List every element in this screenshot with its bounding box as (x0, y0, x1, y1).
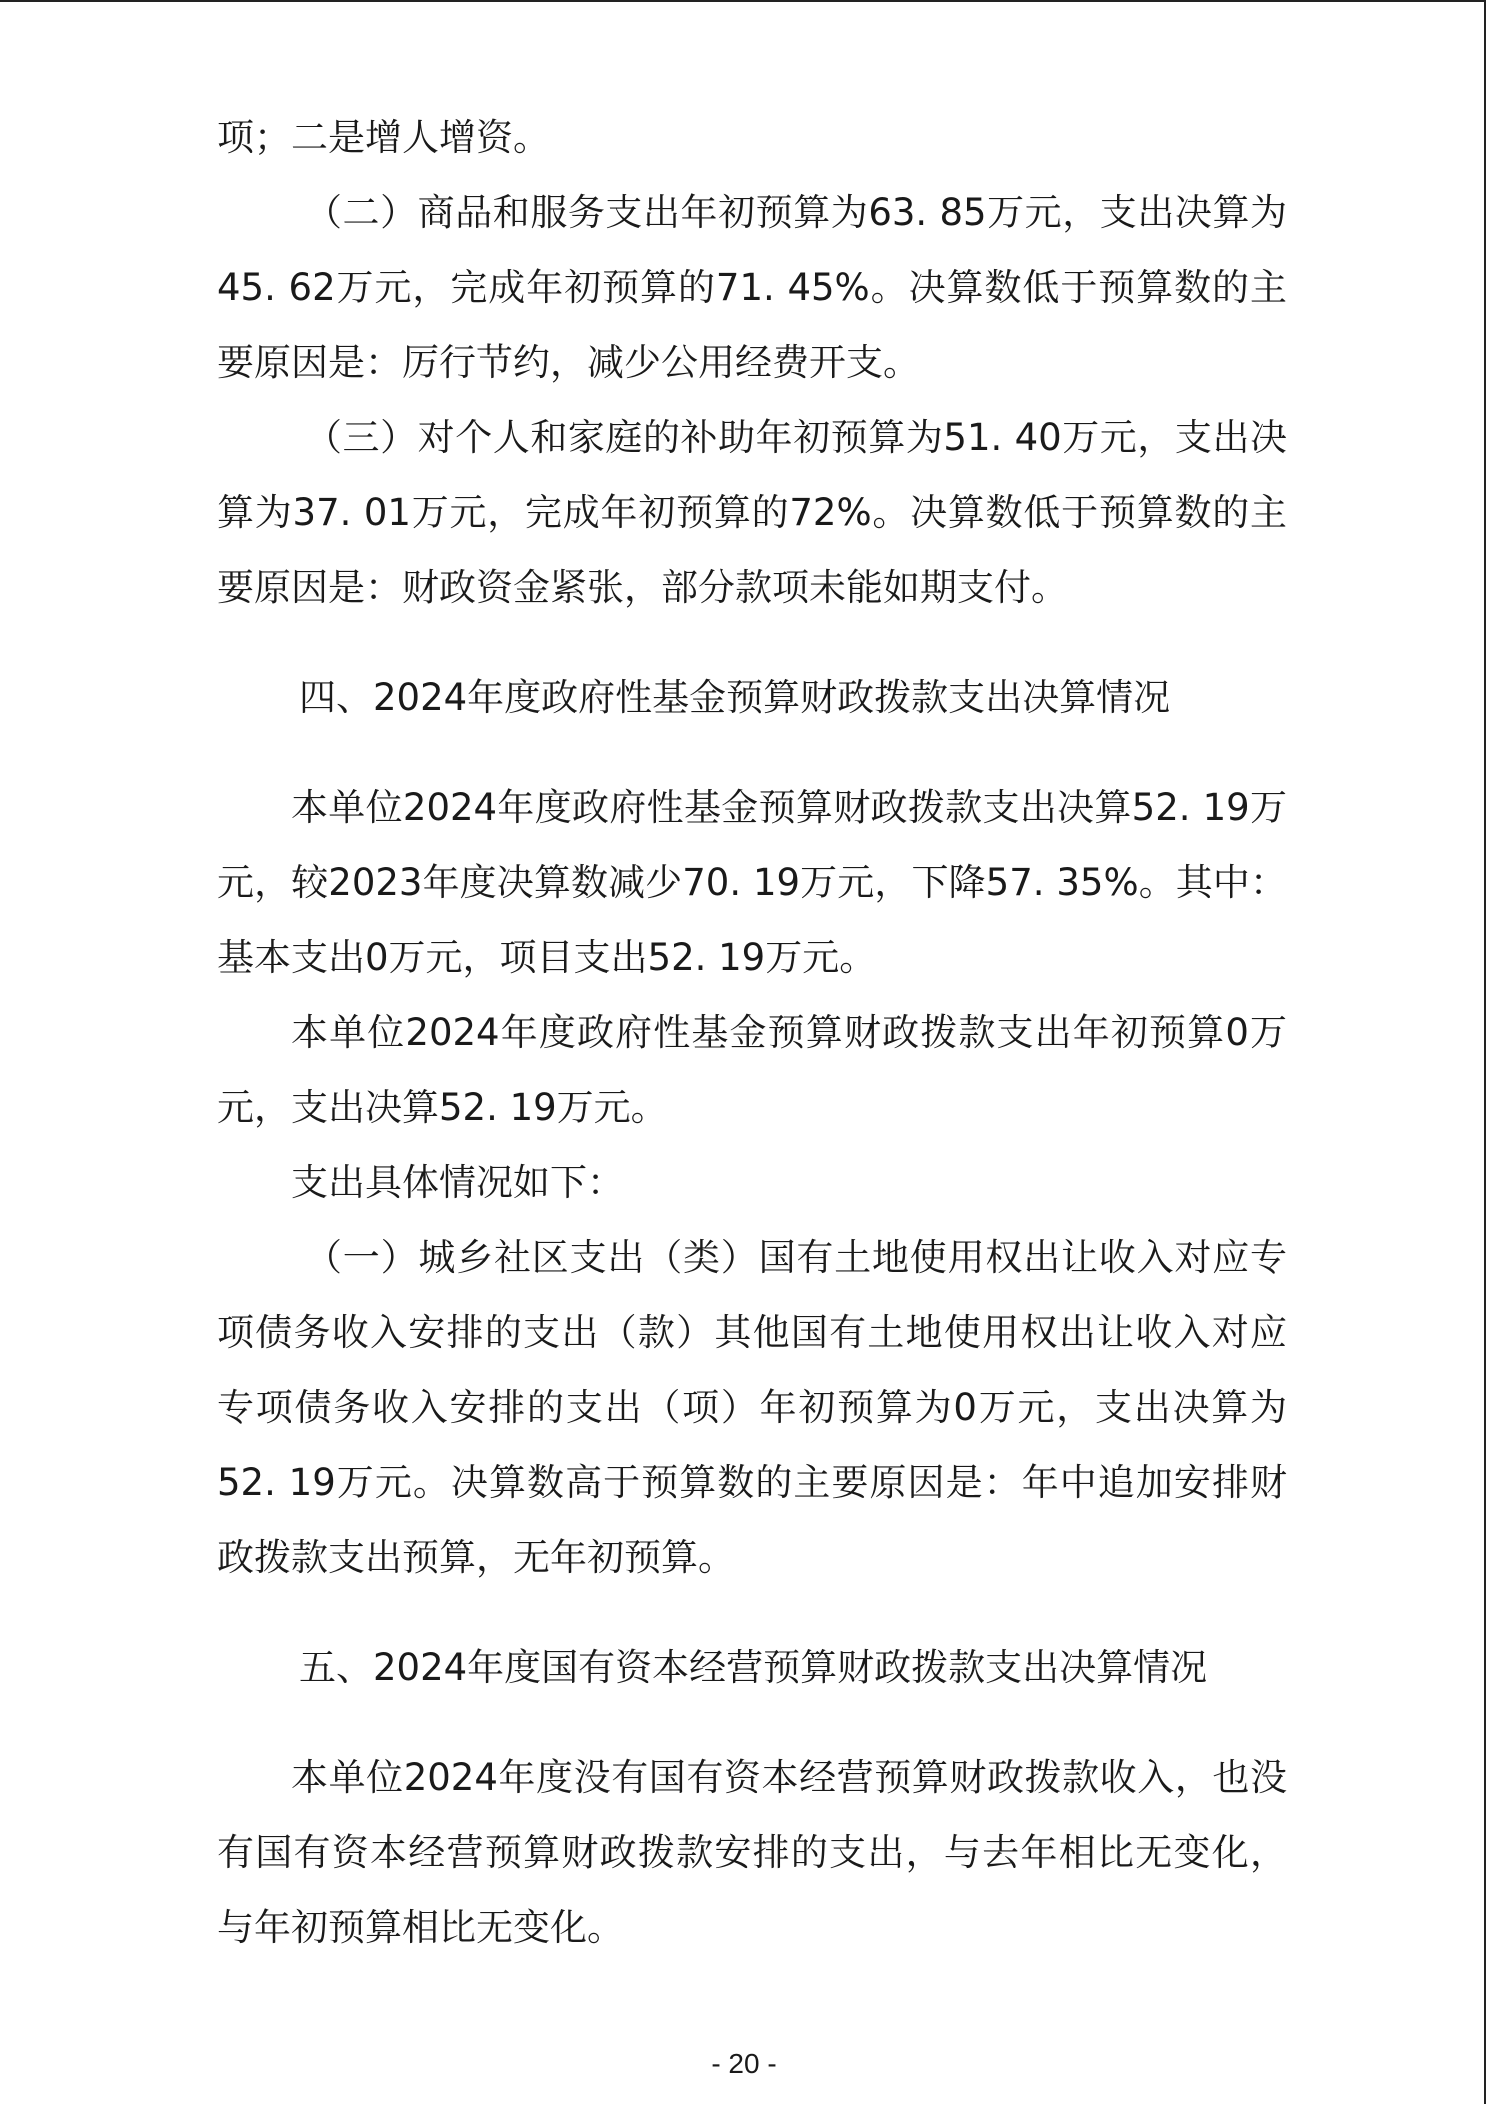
page-number: - 20 - (711, 2048, 777, 2079)
paragraph-urban-rural-expenditure: （一）城乡社区支出（类）国有土地使用权出让收入对应专项债务收入安排的支出（款）其他国有土地使用权出让收入对应专项债务收入安排的支出（项）年初预算为0万元，支出决算为52. 19万元。决算数高于预算数的主要原因是：年中追加安排财政拨款支出预算，无年初预算。 (217, 1236, 1287, 1579)
paragraph-details-intro: 支出具体情况如下： (291, 1161, 624, 1204)
paragraph-household-subsidy: （三）对个人和家庭的补助年初预算为51. 40万元，支出决算为37. 01万元，完成年初预算的72%。决算数低于预算数的主要原因是：财政资金紧张，部分款项未能如期支付。 (217, 416, 1287, 609)
paragraph-fund-budget-initial: 本单位2024年度政府性基金预算财政拨款支出年初预算0万元，支出决算52. 19万元。 (217, 1011, 1287, 1129)
paragraph-goods-services: （二）商品和服务支出年初预算为63. 85万元，支出决算为45. 62万元，完成年初预算的71. 45%。决算数低于预算数的主要原因是：厉行节约，减少公用经费开支。 (217, 191, 1287, 384)
paragraph-state-capital: 本单位2024年度没有国有资本经营预算财政拨款收入，也没有国有资本经营预算财政拨款安排的支出，与去年相比无变化，与年初预算相比无变化。 (217, 1756, 1287, 1949)
section-heading-4: 四、2024年度政府性基金预算财政拨款支出决算情况 (299, 676, 1171, 719)
document-body (217, 100, 1287, 1965)
section-heading-5: 五、2024年度国有资本经营预算财政拨款支出决算情况 (299, 1646, 1208, 1689)
paragraph-fund-budget-summary: 本单位2024年度政府性基金预算财政拨款支出决算52. 19万元，较2023年度决算数减少70. 19万元，下降57. 35%。其中：基本支出0万元，项目支出52. 19万元。 (217, 786, 1287, 979)
paragraph-continuation: 项；二是增人增资。 (217, 116, 550, 159)
